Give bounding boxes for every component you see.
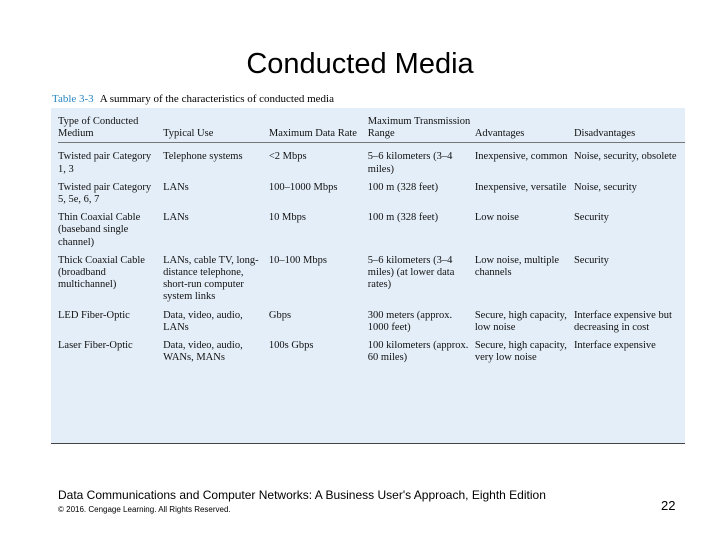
page-number: 22 [661, 498, 676, 513]
cell-disadvantages: Noise, security [573, 181, 637, 193]
table-row [58, 340, 685, 370]
cell-medium: LED Fiber-Optic [58, 309, 130, 321]
cell-data-rate: 10–100 Mbps [268, 254, 327, 266]
cell-range: 100 m (328 feet) [367, 212, 439, 224]
column-header-max-data-rate: Maximum Data Rate [269, 116, 368, 143]
table-row [58, 182, 685, 212]
table-row [58, 310, 685, 340]
cell-range: 300 meters (approx. 1000 feet) [367, 309, 453, 333]
cell-typical-use: Data, video, audio, WANs, MANs [163, 340, 243, 364]
cell-medium: Laser Fiber-Optic [58, 340, 133, 352]
cell-typical-use: Data, video, audio, LANs [163, 309, 243, 333]
cell-disadvantages: Security [573, 212, 609, 224]
table-header-row [58, 116, 685, 143]
cell-range: 100 m (328 feet) [367, 181, 439, 193]
table-label: Table 3-3 [52, 93, 94, 105]
column-header-max-range: Maximum Transmission Range [368, 116, 475, 143]
cell-advantages: Inexpensive, common [474, 151, 568, 163]
cell-typical-use: LANs [163, 212, 189, 224]
cell-range: 5–6 kilometers (3–4 miles) (at lower data rates) [367, 254, 455, 291]
cell-disadvantages: Noise, security, obsolete [573, 151, 677, 163]
copyright-notice: © 2016. Cengage Learning. All Rights Reserved. [58, 505, 231, 514]
cell-range: 5–6 kilometers (3–4 miles) [367, 151, 453, 175]
cell-typical-use: LANs, cable TV, long-distance telephone, short-run computer system links [163, 254, 259, 303]
footer-text: Data Communications and Computer Networks: A Business User's Approach, Eighth Edition [58, 488, 546, 502]
cell-data-rate: Gbps [268, 309, 292, 321]
cell-data-rate: 100–1000 Mbps [268, 181, 338, 193]
cell-typical-use: LANs [163, 181, 189, 193]
cell-medium: Thin Coaxial Cable (baseband single channel) [58, 212, 141, 248]
cell-medium: Thick Coaxial Cable (broadband multichannel) [58, 254, 145, 291]
conducted-media-table [58, 116, 685, 370]
table-caption-text: A summary of the characteristics of conducted media [99, 93, 334, 105]
cell-medium: Twisted pair Category 1, 3 [58, 151, 152, 175]
column-header-disadvantages: Disadvantages [574, 116, 685, 143]
cell-disadvantages: Security [573, 254, 609, 266]
cell-medium: Twisted pair Category 5, 5e, 6, 7 [58, 181, 152, 206]
cell-data-rate: <2 Mbps [268, 151, 307, 163]
slide-title: Conducted Media [246, 48, 474, 80]
table-row [58, 255, 685, 310]
cell-advantages: Low noise [474, 212, 519, 224]
table-caption [52, 93, 334, 105]
cell-disadvantages: Interface expensive but decreasing in cost [573, 309, 672, 333]
cell-advantages: Inexpensive, versatile [474, 181, 567, 193]
cell-advantages: Secure, high capacity, very low noise [474, 340, 567, 364]
column-header-typical-use: Typical Use [163, 116, 269, 143]
cell-advantages: Secure, high capacity, low noise [474, 309, 567, 333]
cell-advantages: Low noise, multiple channels [474, 254, 560, 279]
column-header-advantages: Advantages [475, 116, 574, 143]
cell-range: 100 kilometers (approx. 60 miles) [367, 340, 469, 364]
table-panel [51, 108, 685, 444]
cell-data-rate: 100s Gbps [268, 340, 314, 352]
column-header-medium: Type of Conducted Medium [58, 116, 163, 143]
table-row [58, 143, 685, 182]
cell-disadvantages: Interface expensive [573, 340, 656, 352]
cell-typical-use: Telephone systems [163, 151, 243, 163]
table-row [58, 212, 685, 255]
cell-data-rate: 10 Mbps [268, 212, 306, 224]
